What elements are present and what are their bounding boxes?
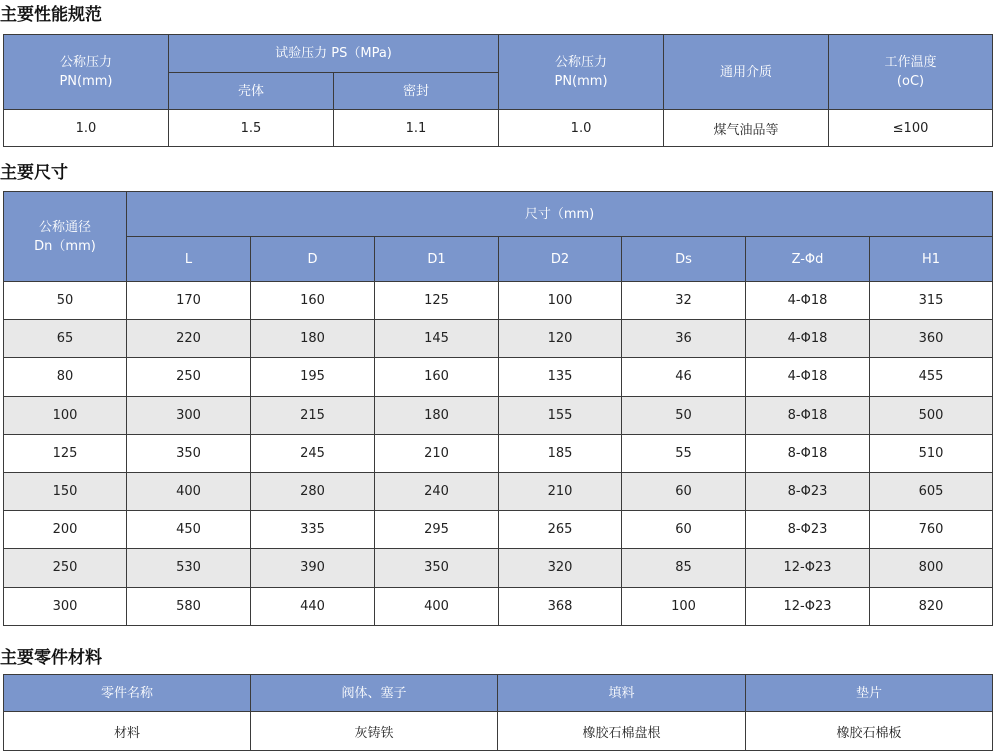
table-cell: 150 — [4, 472, 127, 510]
table-cell: 80 — [4, 358, 127, 396]
table-cell: 32 — [622, 282, 746, 320]
table-cell: 320 — [499, 549, 622, 587]
table-cell: 8-Φ23 — [746, 511, 870, 549]
table-cell: 100 — [622, 587, 746, 625]
table-cell: 55 — [622, 434, 746, 472]
table-cell: 煤气油品等 — [664, 110, 829, 147]
table-cell: 180 — [375, 396, 499, 434]
table-cell: 12-Φ23 — [746, 587, 870, 625]
table-cell: 125 — [4, 434, 127, 472]
table-cell: 60 — [622, 472, 746, 510]
table-cell: 4-Φ18 — [746, 282, 870, 320]
table-cell: 368 — [499, 587, 622, 625]
table-cell: 1.0 — [4, 110, 169, 147]
table-cell: 510 — [870, 434, 993, 472]
table-row — [4, 320, 993, 358]
table-cell: 315 — [870, 282, 993, 320]
table-row — [4, 549, 993, 587]
header-col: Z-Φd — [746, 237, 870, 282]
header-body-plug: 阀体、塞子 — [251, 675, 498, 712]
table-cell: 295 — [375, 511, 499, 549]
table-cell: 440 — [251, 587, 375, 625]
table-cell: 100 — [4, 396, 127, 434]
table-cell: 185 — [499, 434, 622, 472]
table-cell: 1.0 — [499, 110, 664, 147]
table-row — [4, 282, 993, 320]
table-cell: 350 — [375, 549, 499, 587]
header-size: 尺寸（mm) — [127, 192, 993, 237]
performance-table — [3, 34, 993, 147]
table-cell: 800 — [870, 549, 993, 587]
table-cell: 400 — [375, 587, 499, 625]
table-row — [4, 110, 993, 147]
table-cell: 250 — [127, 358, 251, 396]
table-cell: 580 — [127, 587, 251, 625]
header-gasket: 垫片 — [746, 675, 993, 712]
table-cell: 8-Φ18 — [746, 434, 870, 472]
table-cell: 50 — [4, 282, 127, 320]
table-cell: ≤100 — [829, 110, 993, 147]
table-cell: 100 — [499, 282, 622, 320]
header-medium: 通用介质 — [664, 35, 829, 110]
header-col: Ds — [622, 237, 746, 282]
header-col: H1 — [870, 237, 993, 282]
table-cell: 灰铸铁 — [251, 712, 498, 751]
table-cell: 1.1 — [334, 110, 499, 147]
table-cell: 1.5 — [169, 110, 334, 147]
table-row — [4, 396, 993, 434]
table-cell: 200 — [4, 511, 127, 549]
table-cell: 450 — [127, 511, 251, 549]
table-cell: 160 — [251, 282, 375, 320]
section-title-dimensions: 主要尺寸 — [0, 163, 68, 183]
header-col: D2 — [499, 237, 622, 282]
table-row — [4, 587, 993, 625]
table-cell: 300 — [127, 396, 251, 434]
table-cell: 335 — [251, 511, 375, 549]
table-cell: 500 — [870, 396, 993, 434]
table-cell: 210 — [499, 472, 622, 510]
table-cell: 605 — [870, 472, 993, 510]
section-title-performance: 主要性能规范 — [0, 5, 102, 25]
table-row — [4, 472, 993, 510]
table-cell: 530 — [127, 549, 251, 587]
table-cell: 350 — [127, 434, 251, 472]
header-temperature: 工作温度 (oC) — [829, 35, 993, 110]
header-dn: 公称通径 Dn（mm) — [4, 192, 127, 282]
header-test-pressure: 试验压力 PS（MPa) — [169, 35, 499, 73]
header-col: D — [251, 237, 375, 282]
table-row — [4, 434, 993, 472]
dimensions-table — [3, 191, 993, 626]
table-cell: 橡胶石棉板 — [746, 712, 993, 751]
header-seal: 密封 — [334, 73, 499, 110]
table-cell: 155 — [499, 396, 622, 434]
table-cell: 820 — [870, 587, 993, 625]
table-cell: 120 — [499, 320, 622, 358]
table-cell: 36 — [622, 320, 746, 358]
table-cell: 215 — [251, 396, 375, 434]
table-cell: 180 — [251, 320, 375, 358]
header-part-name: 零件名称 — [4, 675, 251, 712]
table-cell: 橡胶石棉盘根 — [498, 712, 746, 751]
header-nominal-pressure-a: 公称压力 PN(mm) — [4, 35, 169, 110]
table-cell: 195 — [251, 358, 375, 396]
table-cell: 170 — [127, 282, 251, 320]
table-cell: 8-Φ23 — [746, 472, 870, 510]
table-cell: 160 — [375, 358, 499, 396]
table-cell: 4-Φ18 — [746, 320, 870, 358]
table-row — [4, 712, 993, 751]
header-col: L — [127, 237, 251, 282]
table-cell: 400 — [127, 472, 251, 510]
table-cell: 85 — [622, 549, 746, 587]
header-col: D1 — [375, 237, 499, 282]
table-cell: 135 — [499, 358, 622, 396]
parts-table — [3, 674, 993, 751]
table-cell: 50 — [622, 396, 746, 434]
header-packing: 填料 — [498, 675, 746, 712]
table-cell: 8-Φ18 — [746, 396, 870, 434]
table-cell: 46 — [622, 358, 746, 396]
table-cell: 250 — [4, 549, 127, 587]
table-cell: 4-Φ18 — [746, 358, 870, 396]
table-cell: 455 — [870, 358, 993, 396]
table-cell: 265 — [499, 511, 622, 549]
table-cell: 245 — [251, 434, 375, 472]
table-cell: 60 — [622, 511, 746, 549]
table-row — [4, 358, 993, 396]
table-cell: 65 — [4, 320, 127, 358]
header-nominal-pressure-b: 公称压力 PN(mm) — [499, 35, 664, 110]
header-shell: 壳体 — [169, 73, 334, 110]
table-cell: 240 — [375, 472, 499, 510]
table-cell: 280 — [251, 472, 375, 510]
table-cell: 300 — [4, 587, 127, 625]
table-cell: 125 — [375, 282, 499, 320]
table-row — [4, 511, 993, 549]
table-cell: 210 — [375, 434, 499, 472]
table-cell: 145 — [375, 320, 499, 358]
table-cell: 390 — [251, 549, 375, 587]
section-title-parts: 主要零件材料 — [0, 648, 102, 668]
table-cell: 360 — [870, 320, 993, 358]
table-cell: 材料 — [4, 712, 251, 751]
table-cell: 220 — [127, 320, 251, 358]
table-cell: 760 — [870, 511, 993, 549]
table-cell: 12-Φ23 — [746, 549, 870, 587]
